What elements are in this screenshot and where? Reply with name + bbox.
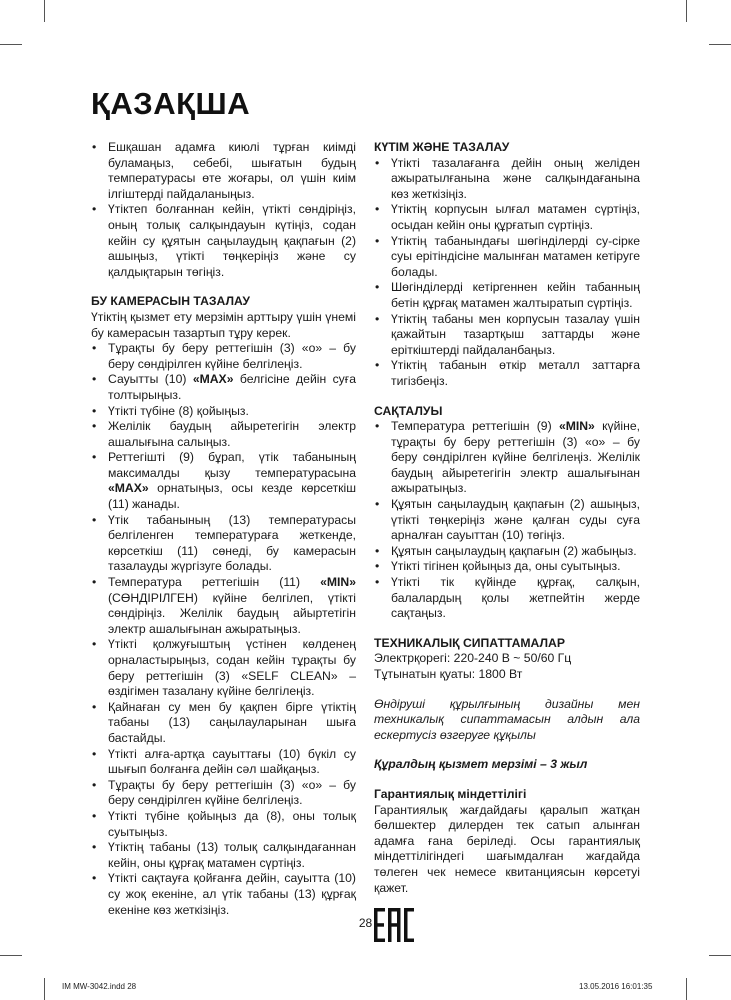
crop-mark-bottom-right-h <box>709 955 731 956</box>
list-item: • Тұрақты бу беру реттегішін (3) «о» – бу беру сөндірілген күйіне белгілеңіз. <box>92 777 356 808</box>
care-list <box>374 156 640 390</box>
list-item: • Температура реттегішін (9) «MIN» күйіне, тұрақты бу беру реттегішін (3) «о» – бу беру сөндірілген күйіне белгілеңіз. Желілік баудың айыретегігін электр ашалығынан ажыратыңыз. <box>375 419 640 496</box>
crop-mark-top-right-h <box>709 44 731 45</box>
list-item: • Үтікті түбіне қойыңыз да (8), оны толық суытыңыз. <box>92 808 356 839</box>
list-item: • Құятын саңылаудың қақпағын (2) ашыңыз, үтікті төңкеріңіз және қалған суды суға арналған сауыттан (10) төгіңіз. <box>375 497 640 543</box>
list-item: • Шөгінділерді кетіргеннен кейін табанның бетін құрғақ матамен жалтыратып сүртіңіз. <box>375 280 640 310</box>
chamber-intro-text: Үтіктің қызмет ету мерзімін арттыру үшін үнемі бу камерасын тазартып тұру керек. <box>91 309 356 340</box>
list-item: • Үтікті тігінен қойыңыз да, оны суытыңыз. <box>375 559 621 574</box>
right-column <box>374 140 640 947</box>
list-item: • Үтіктің табаны (13) толық салқындағаннан кейін, оны құрғақ матамен сүртіңіз. <box>92 840 356 870</box>
spec-power: Тұтынатын қуаты: 1800 Вт <box>374 667 523 681</box>
crop-mark-bottom-left-v <box>44 978 45 1000</box>
list-item: • Үтікті түбіне (8) қойыңыз. <box>92 403 249 418</box>
service-life-text: Құралдың қызмет мерзімі – 3 жыл <box>374 757 588 772</box>
list-item: • Үтікті тазалағанға дейін оның желіден ажыратылғанына және салқындағанына көз жеткізіңіз. <box>375 155 640 201</box>
list-item: • Үтіктеп болғаннан кейін, үтікті сөндіріңіз, оның толық салқындауын күтіңіз, содан кейін су құятын саңылаудың қақпағын (2) ашыңыз, үтікті төңкеріңіз және су қалдықтарын төгіңіз. <box>92 202 356 279</box>
disclaimer-text: Өндіруші құрылғының дизайны мен техникалық сипаттамасын алдын ала ескертусіз өзгеруге құқылы <box>374 696 640 742</box>
intro-list <box>91 140 356 280</box>
list-item: • Тұрақты бу беру реттегішін (3) «о» – бу беру сөндірілген күйіне белгілеңіз. <box>92 341 356 371</box>
crop-mark-top-left-v <box>44 0 45 22</box>
list-item: • Реттегішті (9) бұрап, үтік табанының максималды қызу температурасына «MAX» орнатыңыз, осы кезде көрсеткіш (11) жанады. <box>92 450 356 512</box>
footer-datetime: 13.05.2016 16:01:35 <box>579 982 653 991</box>
crop-mark-top-left-h <box>0 44 22 45</box>
chamber-list <box>91 341 356 918</box>
list-item: • Үтіктің табанындағы шөгінділерді су-сірке суы ерітіндісіне малынған матамен кетіруге болады. <box>375 233 640 279</box>
section-heading-care: КҮТІМ ЖӘНЕ ТАЗАЛАУ <box>374 140 510 154</box>
list-item: • Үтіктің табанын өткір металл заттарға тигізбеңіз. <box>375 358 640 388</box>
left-column <box>91 140 356 918</box>
list-item: • Үтік табанының (13) температурасы белгіленген температураға жеткенде, көрсеткіш (11) сөнеді, бу камерасын тазалауды жүргізуге болады. <box>92 512 356 574</box>
list-item: • Үтікті тік күйінде құрғақ, салқын, балалардың қолы жетпейтін жерде сақтаңыз. <box>375 575 640 621</box>
page-number: 28 <box>358 916 373 930</box>
storage-list <box>374 419 640 622</box>
list-item: • Үтікті алға-артқа сауыттағы (10) бүкіл су шығып болғанға дейін сәл шайқаңыз. <box>92 746 356 777</box>
list-item: • Температура реттегішін (11) «MIN» (СӨНДІРІЛГЕН) күйіне белгілеп, үтікті сөндіріңіз. Желілік баудың айыртетігін электр ашалығынан ажыратыңыз. <box>92 575 356 636</box>
list-item: • Желілік баудың айыретегігін электр ашалығына салыңыз. <box>92 419 356 449</box>
page-title: ҚАЗАҚША <box>91 86 251 121</box>
crop-mark-top-right-v <box>686 0 687 22</box>
list-item: • Ешқашан адамға киюлі тұрған киімді буламаңыз, себебі, шығатын будың температурасы өте жоғары, ол үшін киім ілгіштерді пайдаланыңыз. <box>92 140 356 201</box>
section-heading-specs: ТЕХНИКАЛЫҚ СИПАТТАМАЛАР <box>374 635 565 650</box>
spec-power-supply: Электрқорегі: 220-240 В ~ 50/60 Гц <box>374 651 572 666</box>
warranty-text: Гарантиялық жағдайдағы қаралып жатқан бөлшектер дилерден тек сатып алынған адамға ғана беріледі. Осы гарантиялық міндеттілігіндегі шағымдалған жағдайда төлеген чек немесе квитанциясын көрсетуі қажет. <box>374 802 640 895</box>
section-heading-warranty: Гарантиялық міндеттілігі <box>374 786 527 801</box>
footer-filename: IM MW-3042.indd 28 <box>62 982 137 991</box>
crop-mark-bottom-left-h <box>0 955 22 956</box>
list-item: • Үтіктің табаны мен корпусын тазалау үшін қажайтын тазартқыш заттарды және еріткіштерді пайдаланбаңыз. <box>375 311 640 357</box>
list-item: • Үтікті сақтауға қойғанға дейін, сауытта (10) су жоқ екеніне, ал үтік табаны (13) құрғақ екеніне көз жеткізіңіз. <box>92 871 356 917</box>
crop-mark-bottom-right-v <box>686 978 687 1000</box>
section-heading-chamber: БУ КАМЕРАСЫН ТАЗАЛАУ <box>91 294 250 309</box>
list-item: • Сауытты (10) «MAX» белгісіне дейін суға толтырыңыз. <box>92 372 356 402</box>
list-item: • Құятын саңылаудың қақпағын (2) жабыңыз. <box>375 543 637 558</box>
list-item: • Қайнаған су мен бу қақпен бірге үтіктің табаны (13) саңылауларынан шыға бастайды. <box>92 699 356 745</box>
section-heading-storage: САҚТАЛУЫ <box>374 403 443 418</box>
list-item: • Үтіктің корпусын ылғал матамен сүртіңіз, осыдан кейін оны құрғатып сүртіңіз. <box>375 202 640 232</box>
list-item: • Үтікті қолжуғыштың үстінен көлденең орналастырыңыз, содан кейін тұрақты бу беру реттегішін (3) «SELF CLEAN» – өздігімен тазалану күйіне белгілеңіз. <box>92 637 356 699</box>
